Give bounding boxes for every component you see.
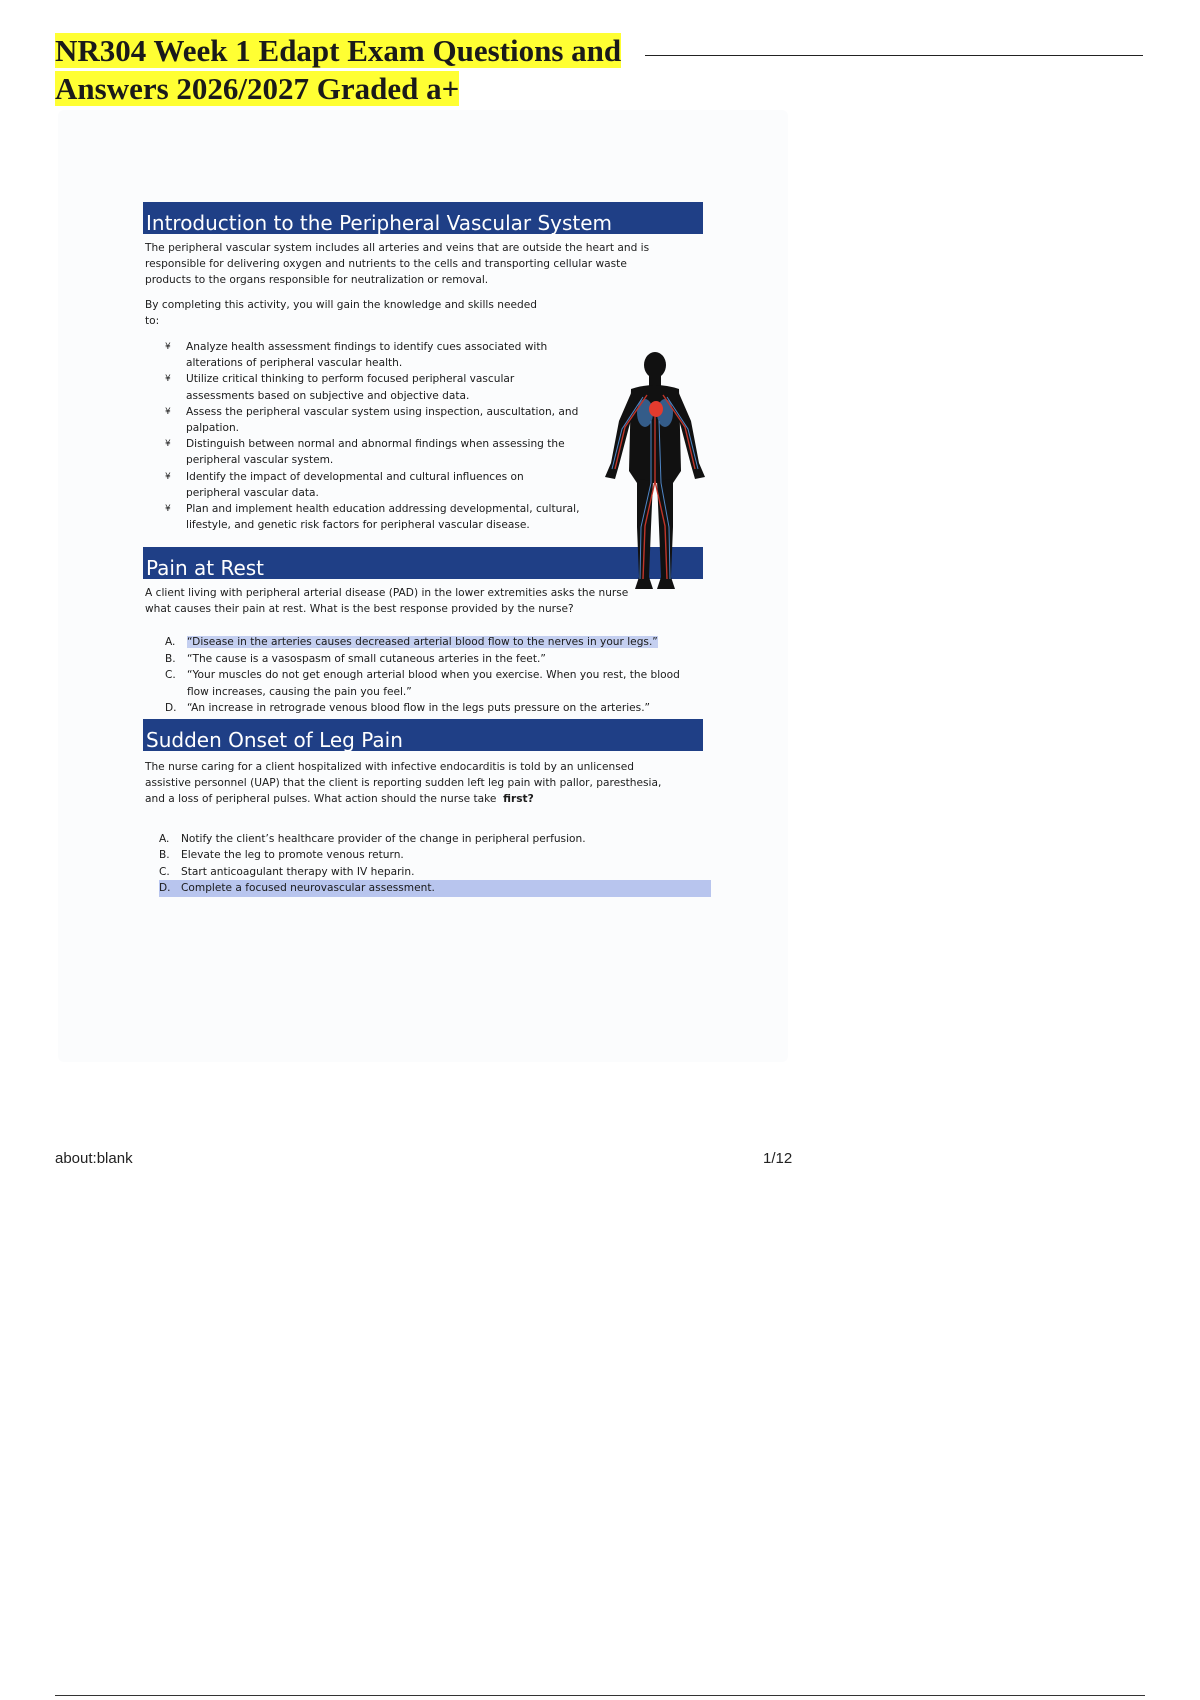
section-heading-sudden-onset: Sudden Onset of Leg Pain bbox=[143, 719, 703, 751]
answer-option: D. “An increase in retrograde venous blood flow in the legs puts pressure on the arteries.” bbox=[165, 702, 651, 715]
title-line-1: NR304 Week 1 Edapt Exam Questions and bbox=[55, 33, 622, 68]
answer-option: B. “The cause is a vasospasm of small cutaneous arteries in the feet.” bbox=[165, 652, 546, 665]
vascular-body-figure bbox=[601, 351, 709, 596]
answer-option: B. Elevate the leg to promote venous return. bbox=[159, 849, 404, 862]
intro-paragraph: The peripheral vascular system includes all arteries and veins that are outside the heart and is responsible for delivering oxygen and nutrients to the cells and transporting cellular waste products to the organs responsible for neutralization or removal. bbox=[145, 242, 650, 286]
objectives-block bbox=[143, 297, 703, 533]
section-heading-pain-at-rest: Pain at Rest bbox=[143, 547, 703, 579]
footer-url: about:blank bbox=[55, 1150, 133, 1167]
objective-item: ¥ Utilize critical thinking to perform focused peripheral vascular assessments based on subjective and objective data. bbox=[165, 373, 515, 402]
section-heading-intro: Introduction to the Peripheral Vascular System bbox=[143, 202, 703, 234]
pain-at-rest-options bbox=[143, 634, 703, 717]
objective-item: ¥ Assess the peripheral vascular system using inspection, auscultation, and palpation. bbox=[165, 405, 579, 435]
footer-page-number: 1/12 bbox=[763, 1150, 793, 1167]
answer-option: C. Start anticoagulant therapy with IV heparin. bbox=[159, 865, 415, 878]
objective-item: ¥ Analyze health assessment findings to identify cues associated with alterations of peripheral vascular health. bbox=[165, 341, 548, 370]
objective-item: ¥ Plan and implement health education addressing developmental, cultural, lifestyle, and genetic risk factors for peripheral vascular disease. bbox=[165, 503, 580, 532]
sudden-onset-question: The nurse caring for a client hospitalized with infective endocarditis is told by an unlicensed assistive personnel (UAP) that the client is reporting sudden left leg pain with pallor, paresthesia, and a loss of peripheral pulses. What action should the nurse take first? bbox=[145, 760, 662, 805]
objective-item: ¥ Identify the impact of developmental and cultural influences on peripheral vascular data. bbox=[165, 470, 524, 499]
objective-item: ¥ Distinguish between normal and abnormal findings when assessing the peripheral vascular system. bbox=[165, 438, 565, 467]
title-line-2: Answers 2026/2027 Graded a+ bbox=[55, 71, 460, 106]
selected-answer-highlight: “Disease in the arteries causes decreased arterial blood flow to the nerves in your legs.” bbox=[187, 636, 658, 649]
title-rule bbox=[645, 55, 1143, 56]
bottom-rule bbox=[55, 1695, 1145, 1696]
selected-answer-highlight: D. Complete a focused neurovascular assessment. bbox=[159, 880, 711, 897]
answer-option: A. Notify the client’s healthcare provider of the change in peripheral perfusion. bbox=[159, 832, 586, 845]
objectives-list bbox=[143, 339, 580, 533]
sudden-onset-options bbox=[143, 831, 711, 897]
answer-option: A. “Disease in the arteries causes decreased arterial blood flow to the nerves in your legs.” bbox=[165, 636, 658, 649]
embedded-page-image bbox=[58, 110, 788, 1062]
document-title bbox=[55, 32, 1145, 108]
objectives-lead: By completing this activity, you will gain the knowledge and skills needed to: bbox=[145, 299, 537, 327]
page-content bbox=[143, 202, 703, 897]
pain-at-rest-question: A client living with peripheral arterial disease (PAD) in the lower extremities asks the nurse what causes their pain at rest. What is the best response provided by the nurse? bbox=[145, 587, 629, 616]
answer-option: C. “Your muscles do not get enough arterial blood when you exercise. When you rest, the blood flow increases, causing the pain you feel.” bbox=[165, 669, 680, 698]
